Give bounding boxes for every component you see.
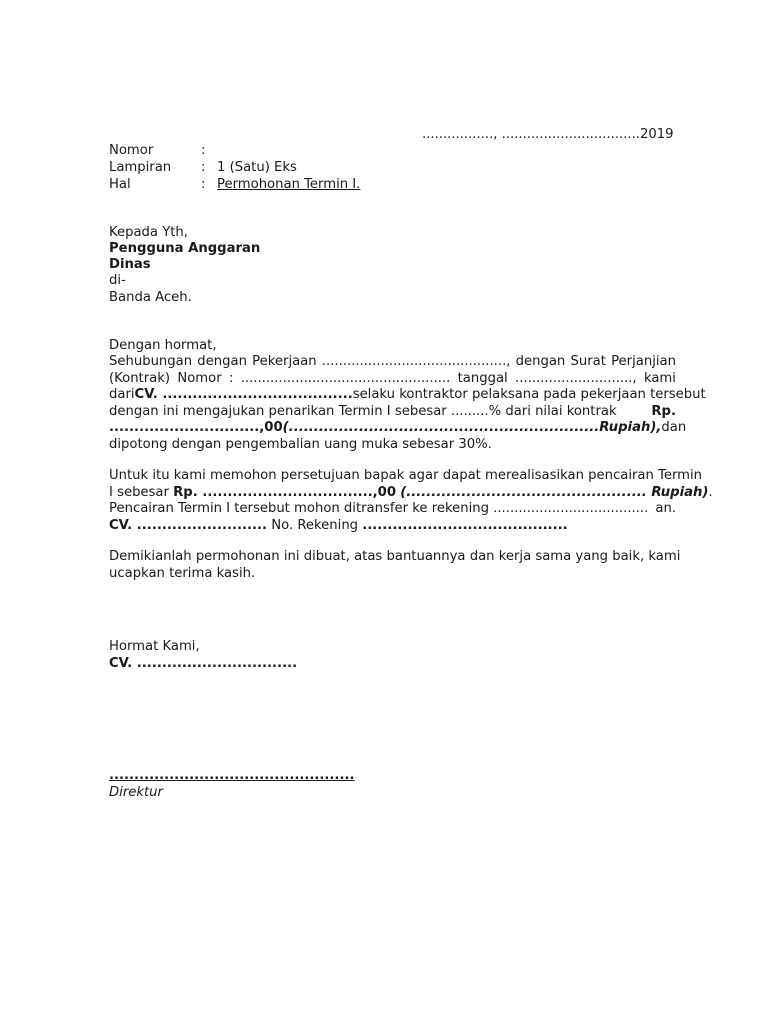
p2-amount: Rp. ..................................,00: [173, 484, 397, 500]
p3-line-2: ucapkan terima kasih.: [109, 565, 256, 581]
nomor-colon: :: [201, 143, 206, 158]
p2-line-4: [109, 518, 676, 535]
lampiran-label: Lampiran: [109, 160, 172, 175]
signature-line: .................................................: [109, 768, 355, 783]
p1-text: ..................................................: [240, 370, 451, 386]
p1-line-5: [109, 420, 687, 437]
p1-text: dan: [661, 420, 687, 435]
signatory-title: Direktur: [109, 785, 163, 800]
p1-rupiah: Rupiah),: [599, 420, 662, 435]
p1-cv-name: CV. ......................................: [134, 387, 353, 402]
p1-text: tanggal: [457, 370, 508, 386]
nomor-label: Nomor: [109, 143, 154, 158]
closing-hormat: Hormat Kami,: [109, 639, 200, 654]
p1-line-6: dipotong dengan pengembalian uang muka sebesar 30%.: [109, 436, 492, 452]
paragraph-2: [109, 468, 713, 534]
p1-line-2: [109, 371, 676, 388]
p2-account-number: .........................................: [362, 517, 568, 533]
p1-text: (Kontrak): [109, 370, 171, 386]
date-line: ................., .................................2019: [422, 127, 674, 142]
recipient-kepada: Kepada Yth,: [109, 225, 188, 240]
lampiran-value: 1 (Satu) Eks: [217, 160, 297, 175]
p1-text: dengan: [515, 354, 566, 369]
hal-value: Permohonan Termin I.: [217, 177, 361, 192]
hal-label: Hal: [109, 177, 131, 192]
p2-line-1: Untuk itu kami memohon persetujuan bapak agar dapat merealisasikan pencairan Termin: [109, 468, 703, 483]
p1-text: Sehubungan: [109, 354, 193, 369]
p2-cv-name: CV. ..........................: [109, 517, 268, 533]
p2-text: Pencairan Termin I tersebut mohon ditransfer ke rekening .....................................: [109, 501, 649, 516]
paragraph-1: [109, 354, 706, 453]
recipient-line1: Pengguna Anggaran: [109, 241, 261, 256]
p1-text: Surat: [570, 354, 606, 369]
p1-text: Pekerjaan: [252, 354, 317, 369]
p1-line-1: [109, 354, 676, 371]
p2-text: No. Rekening: [271, 517, 359, 533]
p1-text: dari: [109, 387, 135, 402]
p1-text: ............................................,: [321, 354, 511, 369]
p2-amount-words: (................................................ Rupiah): [400, 484, 709, 500]
p1-text: selaku kontraktor pelaksana pada pekerjaan tersebut: [352, 387, 706, 402]
p1-text: kami: [643, 370, 676, 386]
p1-text: ............................,: [515, 370, 637, 386]
p2-line-3: [109, 501, 676, 518]
recipient-line2: Dinas: [109, 257, 151, 272]
p2-text: I sebesar: [109, 484, 169, 500]
hal-colon: :: [201, 177, 206, 192]
p1-line-4: [109, 404, 676, 421]
lampiran-colon: :: [201, 160, 206, 175]
p2-line-2: [109, 484, 713, 502]
p1-text: dengan: [197, 354, 247, 369]
recipient-line3: di-: [109, 273, 126, 288]
salutation: Dengan hormat,: [109, 338, 217, 353]
p1-rp: Rp.: [651, 403, 676, 419]
p1-amount: ..............................,00: [109, 420, 283, 435]
closing-cv: CV. ................................: [109, 656, 298, 671]
p1-text: dengan ini mengajukan penarikan Termin I sebesar .........% dari nilai kontrak: [109, 403, 617, 419]
p2-text: an.: [655, 501, 676, 516]
p1-line-3: [109, 387, 706, 404]
p1-text: Perjanjian: [611, 354, 676, 369]
recipient-line4: Banda Aceh.: [109, 290, 192, 305]
p1-text: :: [228, 370, 234, 386]
paragraph-3: [109, 549, 681, 582]
p2-text: .: [708, 484, 713, 500]
p1-amount-words: (..............................................................: [282, 420, 600, 435]
p3-line-1: Demikianlah permohonan ini dibuat, atas bantuannya dan kerja sama yang baik, kami: [109, 549, 681, 564]
p1-text: Nomor: [177, 370, 222, 386]
